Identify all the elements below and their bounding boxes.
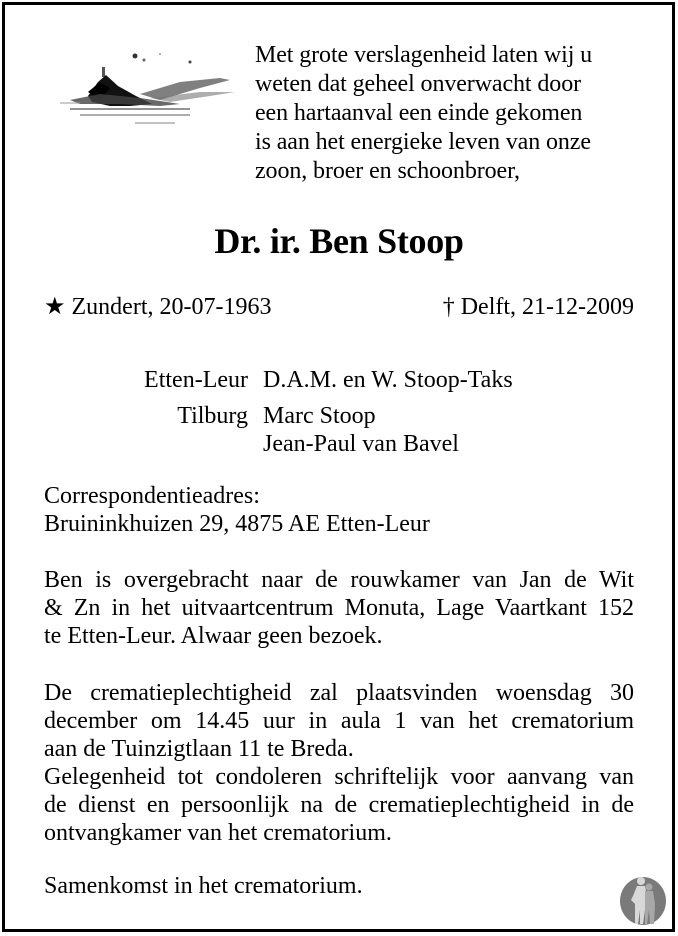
family-place: Etten-Leur — [144, 367, 248, 393]
gathering-text: Samenkomst in het crematorium. — [44, 873, 363, 899]
correspondence-address — [44, 482, 634, 538]
family-member: Jean-Paul van Bavel — [263, 431, 459, 457]
intro-line: weten dat geheel onverwacht door — [255, 71, 581, 97]
address-value: Bruininkhuizen 29, 4875 AE Etten-Leur — [44, 511, 430, 537]
intro-text — [255, 41, 655, 186]
intro-line: zoon, broer en schoonbroer, — [255, 158, 520, 184]
deceased-name: Dr. ir. Ben Stoop — [214, 221, 464, 261]
rowing-boat-illustration-icon — [40, 42, 240, 142]
transfer-paragraph — [44, 566, 634, 650]
family-member: Marc Stoop — [263, 403, 376, 429]
intro-line: is aan het energieke leven van onze — [255, 129, 591, 155]
ceremony-line: De crematieplechtigheid zal plaatsvinden woensdag 30 — [44, 680, 634, 706]
family-row — [0, 402, 678, 458]
embracing-figures-logo-icon[interactable] — [619, 874, 667, 926]
family-member: D.A.M. en W. Stoop-Taks — [263, 367, 513, 393]
star-icon: ★ — [44, 294, 66, 320]
family-names — [263, 402, 459, 458]
transfer-line: & Zn in het uitvaartcentrum Monuta, Lage Vaartkant 152 — [44, 595, 634, 621]
transfer-line: te Etten-Leur. Alwaar geen bezoek. — [44, 623, 383, 649]
intro-line: Met grote verslagenheid laten wij u — [255, 42, 593, 68]
intro-line: een hartaanval een einde gekomen — [255, 100, 583, 126]
ceremony-line: aan de Tuinzigtlaan 11 te Breda. — [44, 736, 354, 762]
ceremony-line: december om 14.45 uur in aula 1 van het crematorium — [44, 708, 634, 734]
death-place-date: Delft, 21-12-2009 — [460, 294, 634, 320]
ceremony-line: Gelegenheid tot condoleren schriftelijk voor aanvang van — [44, 764, 634, 790]
ceremony-paragraph — [44, 679, 634, 847]
transfer-line: Ben is overgebracht naar de rouwkamer van Jan de Wit — [44, 567, 634, 593]
dagger-icon: † — [442, 294, 455, 320]
family-place: Tilburg — [177, 403, 248, 429]
ceremony-line: de dienst en persoonlijk na de crematieplechtigheid in de — [44, 792, 634, 818]
birth-place-date: Zundert, 20-07-1963 — [71, 294, 272, 320]
family-row — [0, 366, 678, 394]
death-info — [443, 293, 634, 321]
family-names — [263, 366, 513, 394]
ceremony-line: ontvangkamer van het crematorium. — [44, 820, 392, 846]
address-label: Correspondentieadres: — [44, 483, 260, 509]
family-list — [0, 366, 678, 466]
birth-info — [44, 293, 271, 321]
